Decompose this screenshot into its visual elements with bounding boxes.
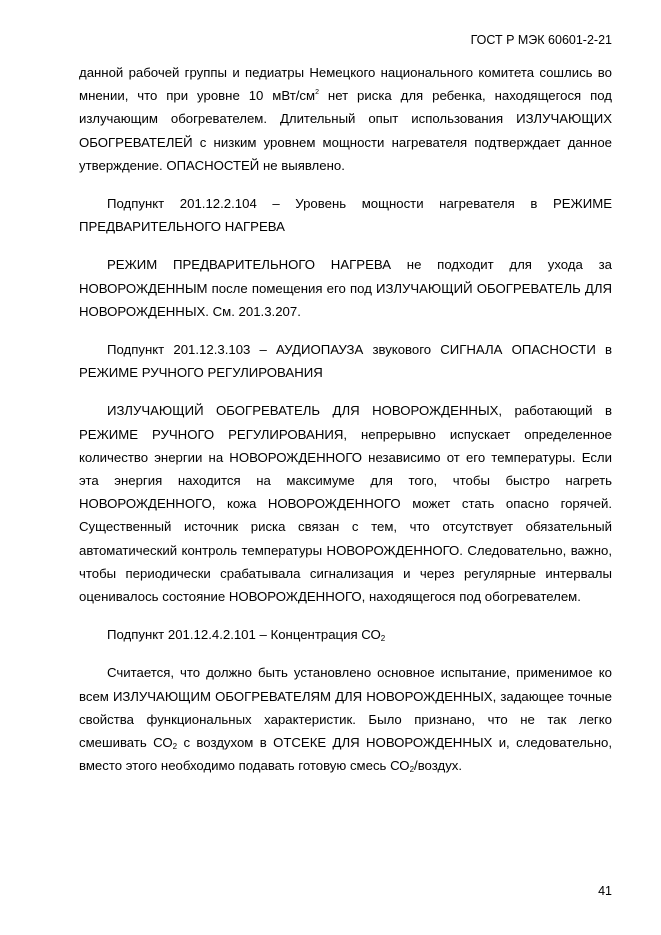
subscript: 2	[172, 742, 178, 752]
page-number: 41	[598, 884, 612, 898]
text-run: данной рабочей группы и педиатры Немецкого национального комитета сошлись во мнении, что при уровне 10 мВт/см	[79, 65, 612, 104]
text-run: Подпункт 201.12.2.104 – Уровень мощности нагревателя в РЕЖИМЕ ПРЕДВАРИТЕЛЬНОГО НАГРЕВА	[79, 196, 612, 235]
subscript: 2	[409, 765, 415, 775]
text-run: Считается, что должно быть установлено основное испытание, применимое ко всем ИЗЛУЧАЮЩИМ ОБОГРЕВАТЕЛЯМ ДЛЯ НОВОРОЖДЕННЫХ, задающее точные свойства функциональных характеристик. Было признано, что не так легко смешивать СО	[79, 665, 612, 751]
paragraph	[79, 661, 612, 777]
text-run: РЕЖИМ ПРЕДВАРИТЕЛЬНОГО НАГРЕВА не подходит для ухода за НОВОРОЖДЕННЫМ после помещения его под ИЗЛУЧАЮЩИЙ ОБОГРЕВАТЕЛЬ ДЛЯ НОВОРОЖДЕННЫХ. См. 201.3.207.	[79, 257, 612, 319]
paragraph	[79, 623, 612, 646]
text-run: Подпункт 201.12.3.103 – АУДИОПАУЗА звукового СИГНАЛА ОПАСНОСТИ в РЕЖИМЕ РУЧНОГО РЕГУЛИРОВАНИЯ	[79, 342, 612, 381]
paragraph	[79, 399, 612, 608]
text-run: Подпункт 201.12.4.2.101 – Концентрация СО	[107, 627, 381, 643]
document-body	[79, 61, 612, 792]
paragraph	[79, 253, 612, 323]
text-run: нет риска для ребенка, находящегося под излучающим обогревателем. Длительный опыт использования ИЗЛУЧАЮЩИХ ОБОГРЕВАТЕЛЕЙ с низким уровнем мощности нагревателя подтверждает данное утверждение. ОПАСНОСТЕЙ не выявлено.	[79, 88, 612, 173]
superscript: 2	[315, 89, 319, 97]
paragraph	[79, 61, 612, 177]
paragraph	[79, 338, 612, 384]
paragraph	[79, 192, 612, 238]
text-run: ИЗЛУЧАЮЩИЙ ОБОГРЕВАТЕЛЬ ДЛЯ НОВОРОЖДЕННЫХ, работающий в РЕЖИМЕ РУЧНОГО РЕГУЛИРОВАНИЯ, непрерывно испускает определенное количество энергии на НОВОРОЖДЕННОГО независимо от его температуры. Если эта энергия находится на максимуме для того, чтобы быстро нагреть НОВОРОЖДЕННОГО, кожа НОВОРОЖДЕННОГО может стать опасно горячей. Существенный источник риска связан с тем, что отсутствует обязательный автоматический контроль температуры НОВОРОЖДЕННОГО. Следовательно, важно, чтобы периодически срабатывала сигнализация и через регулярные интервалы оценивалось состояние НОВОРОЖДЕННОГО, находящегося под обогревателем.	[79, 403, 612, 605]
text-run: /воздух.	[414, 758, 463, 774]
document-header: ГОСТ Р МЭК 60601-2-21	[470, 33, 612, 47]
subscript: 2	[380, 634, 386, 644]
text-run: с воздухом в ОТСЕКЕ ДЛЯ НОВОРОЖДЕННЫХ и, следовательно, вместо этого необходимо подавать готовую смесь СО	[79, 735, 612, 774]
